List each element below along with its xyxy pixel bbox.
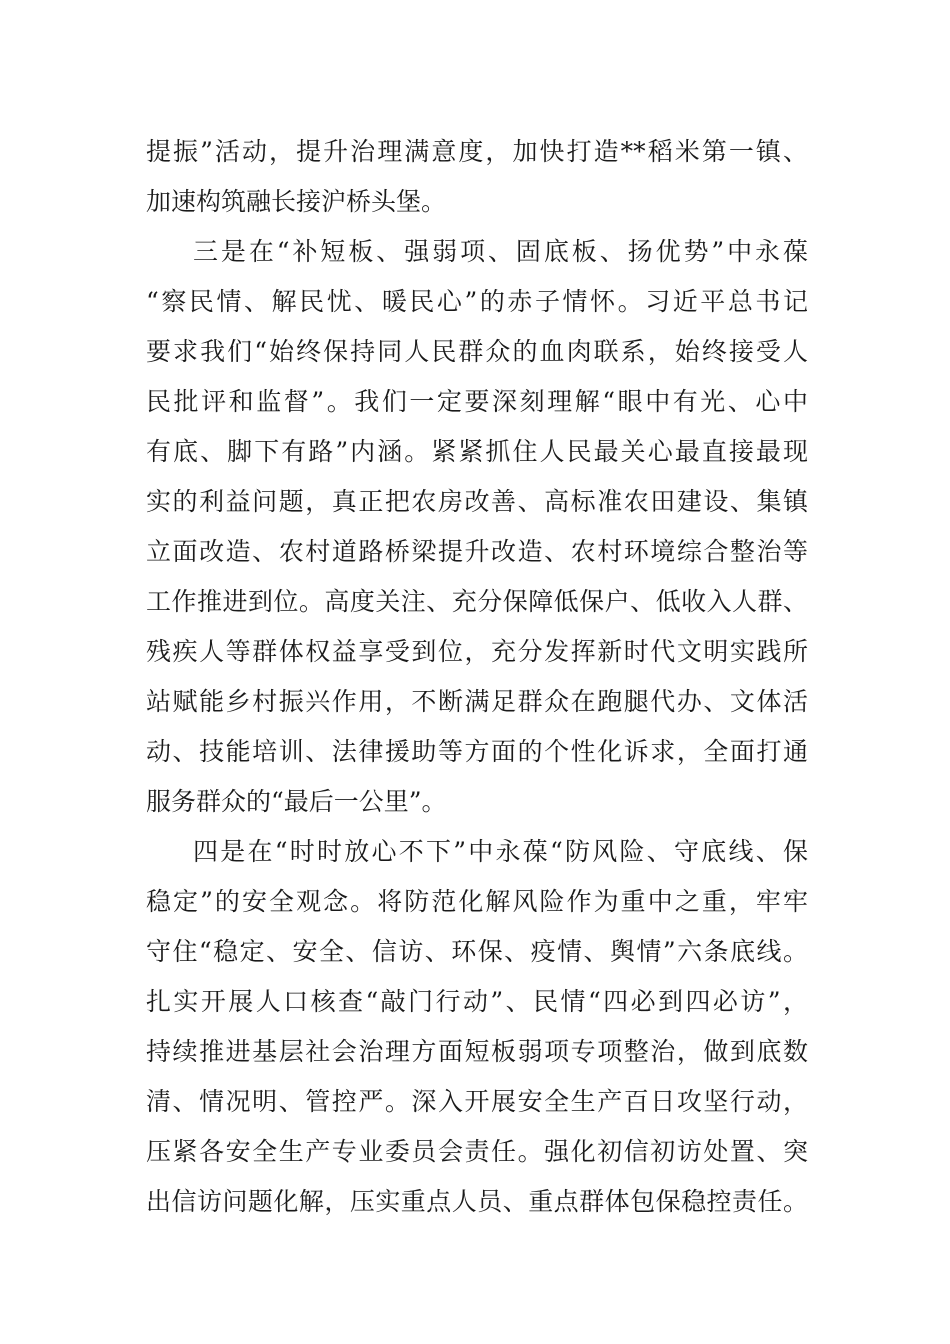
text-line: 守住“稳定、安全、信访、环保、疫情、舆情”六条底线。 bbox=[146, 937, 808, 966]
text-line: 加速构筑融长接沪桥头堡。 bbox=[146, 187, 447, 216]
text-line: 动、技能培训、法律援助等方面的个性化诉求，全面打通 bbox=[146, 737, 808, 766]
text-line: 有底、脚下有路”内涵。紧紧抓住人民最关心最直接最现 bbox=[146, 437, 808, 466]
text-line: 出信访问题化解，压实重点人员、重点群体包保稳控责任。 bbox=[146, 1187, 808, 1216]
text-line: 立面改造、农村道路桥梁提升改造、农村环境综合整治等 bbox=[146, 537, 808, 566]
text-line: 稳定”的安全观念。将防范化解风险作为重中之重，牢牢 bbox=[146, 887, 808, 916]
text-line: 民批评和监督”。我们一定要深刻理解“眼中有光、心中 bbox=[146, 387, 808, 416]
text-line: 清、情况明、管控严。深入开展安全生产百日攻坚行动， bbox=[146, 1087, 808, 1116]
text-line: 残疾人等群体权益享受到位，充分发挥新时代文明实践所 bbox=[146, 637, 808, 666]
text-line: 服务群众的“最后一公里”。 bbox=[146, 787, 447, 816]
document-body bbox=[146, 127, 808, 1227]
text-line: 站赋能乡村振兴作用，不断满足群众在跑腿代办、文体活 bbox=[146, 687, 808, 716]
text-line: 实的利益问题，真正把农房改善、高标准农田建设、集镇 bbox=[146, 487, 808, 516]
text-line: 扎实开展人口核查“敲门行动”、民情“四必到四必访”， bbox=[146, 987, 808, 1016]
text-line: “察民情、解民忧、暖民心”的赤子情怀。习近平总书记 bbox=[146, 287, 808, 316]
text-line: 压紧各安全生产专业委员会责任。强化初信初访处置、突 bbox=[146, 1137, 808, 1166]
text-line: 提振”活动，提升治理满意度，加快打造**稻米第一镇、 bbox=[146, 137, 808, 166]
text-line: 要求我们“始终保持同人民群众的血肉联系，始终接受人 bbox=[146, 337, 808, 366]
text-line: 四是在“时时放心不下”中永葆“防风险、守底线、保 bbox=[193, 837, 808, 866]
text-line: 三是在“补短板、强弱项、固底板、扬优势”中永葆 bbox=[193, 237, 808, 266]
text-line: 工作推进到位。高度关注、充分保障低保户、低收入人群、 bbox=[146, 587, 808, 616]
text-line: 持续推进基层社会治理方面短板弱项专项整治，做到底数 bbox=[146, 1037, 808, 1066]
